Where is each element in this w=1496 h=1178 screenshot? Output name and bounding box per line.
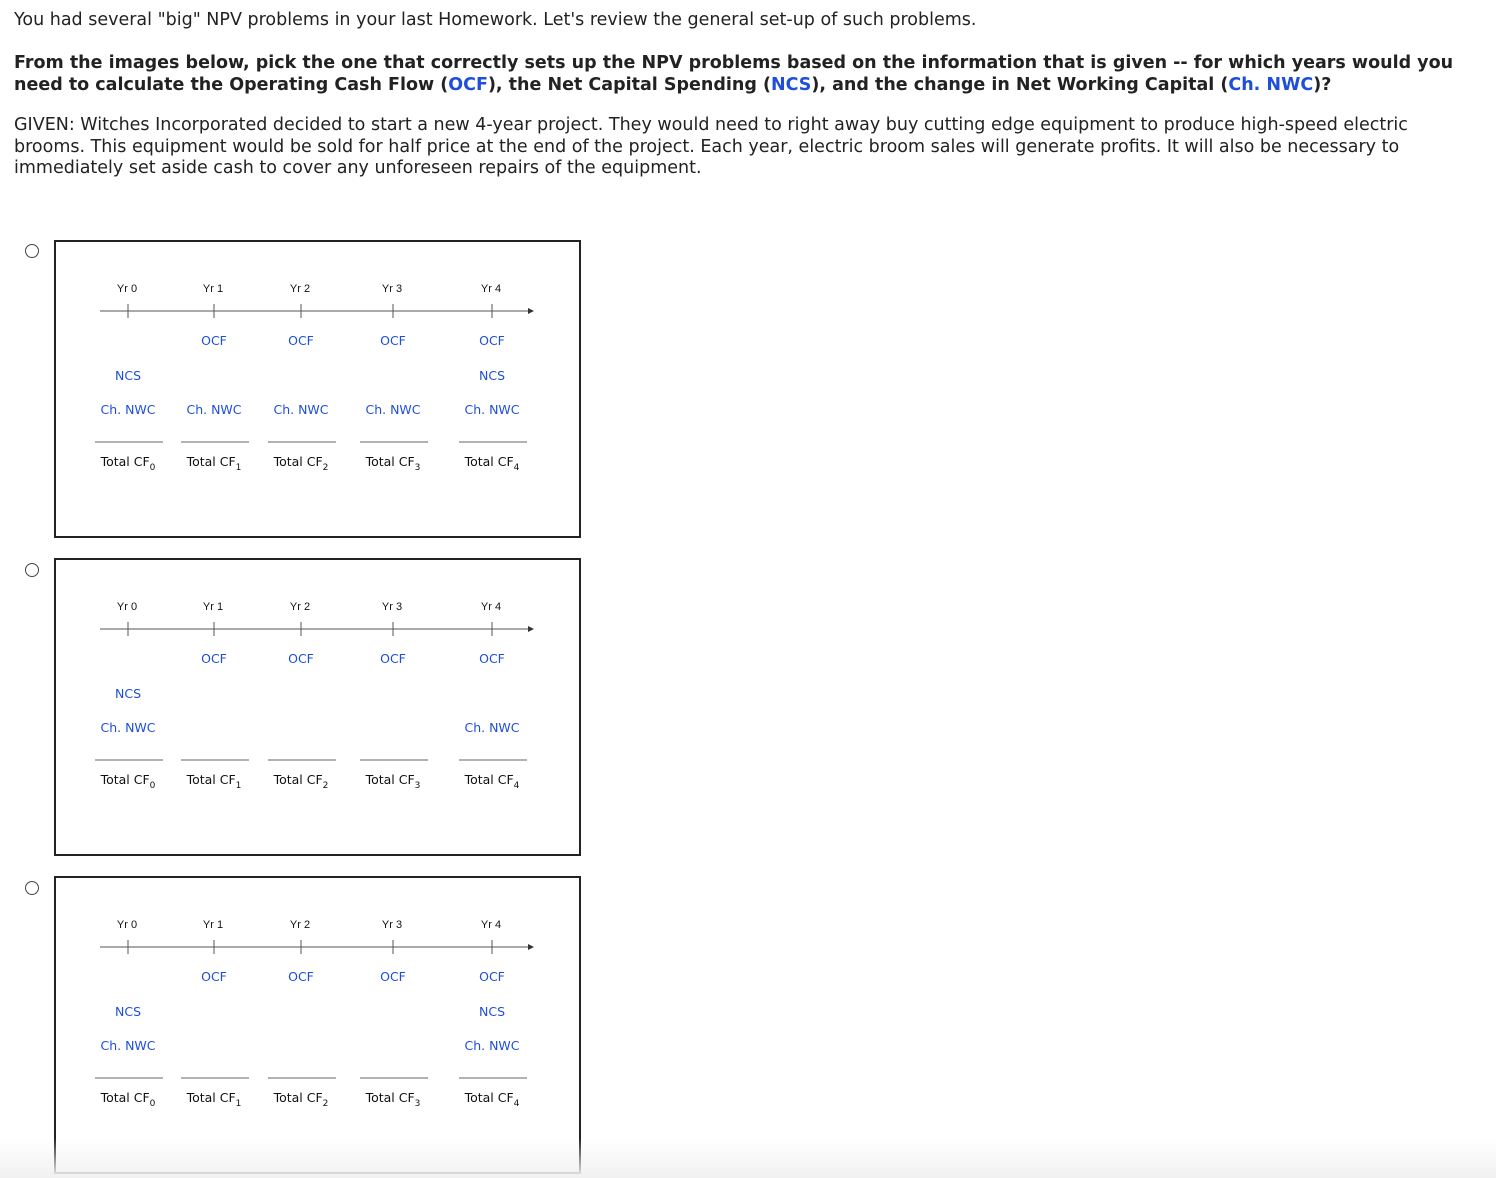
ncs-label: NCS — [114, 686, 142, 701]
total-cf-label: Total $CF_0$ — [100, 1090, 156, 1109]
ncs-label: NCS — [478, 368, 506, 383]
given-text: GIVEN: Witches Incorporated decided to start a new 4-year project. They would need to right away buy cutting edge equipment to produce high-speed electric brooms. This equipment would be sold for half price at the end of the project. Each year, electric broom sales will generate profits. It will also be necessary to immediately set aside cash to cover any unforeseen repairs of the equipment. — [14, 115, 1408, 178]
timeline-diagram — [56, 242, 579, 536]
nwc-label: Ch. NWC — [100, 1038, 156, 1053]
total-cf-label: Total $CF_1$ — [186, 1090, 242, 1109]
year-label: Yr 1 — [202, 601, 224, 613]
ocf-label: OCF — [288, 651, 314, 666]
nwc-label: Ch. NWC — [464, 1038, 520, 1053]
total-cf-label: Total $CF_0$ — [100, 454, 156, 473]
option-b-image[interactable] — [54, 558, 581, 856]
ocf-label: OCF — [479, 651, 505, 666]
ocf-label: OCF — [479, 333, 505, 348]
question-text — [14, 52, 1484, 96]
timeline-diagram — [56, 878, 579, 1172]
question-part: )? — [1313, 75, 1332, 95]
year-label: Yr 2 — [289, 919, 311, 931]
year-label: Yr 2 — [289, 601, 311, 613]
radio-option-b[interactable] — [25, 563, 39, 577]
nwc-term: Ch. NWC — [1228, 75, 1314, 95]
nwc-label: Ch. NWC — [464, 402, 520, 417]
year-label: Yr 2 — [289, 283, 311, 295]
total-cf-label: Total $CF_1$ — [186, 454, 242, 473]
timeline-diagram — [56, 560, 579, 854]
ocf-label: OCF — [201, 969, 227, 984]
option-a-image[interactable] — [54, 240, 581, 538]
question-part: ), the Net Capital Spending ( — [487, 75, 771, 95]
year-label: Yr 3 — [381, 919, 403, 931]
nwc-label: Ch. NWC — [464, 720, 520, 735]
radio-option-a[interactable] — [25, 244, 39, 258]
total-cf-label: Total $CF_2$ — [273, 1090, 329, 1109]
total-cf-label: Total $CF_2$ — [273, 772, 329, 791]
year-label: Yr 4 — [480, 601, 502, 613]
nwc-label: Ch. NWC — [100, 720, 156, 735]
option-c-image[interactable] — [54, 876, 581, 1174]
year-label: Yr 4 — [480, 919, 502, 931]
total-cf-label: Total $CF_4$ — [464, 454, 520, 473]
radio-option-c[interactable] — [25, 881, 39, 895]
total-cf-label: Total $CF_3$ — [365, 1090, 421, 1109]
nwc-label: Ch. NWC — [273, 402, 329, 417]
ocf-label: OCF — [201, 333, 227, 348]
axis-arrow-icon — [528, 626, 534, 632]
ncs-term: NCS — [770, 75, 812, 95]
ncs-label: NCS — [114, 368, 142, 383]
ncs-label: NCS — [478, 1004, 506, 1019]
ocf-label: OCF — [288, 333, 314, 348]
total-cf-label: Total $CF_2$ — [273, 454, 329, 473]
nwc-label: Ch. NWC — [100, 402, 156, 417]
year-label: Yr 0 — [116, 283, 138, 295]
year-label: Yr 3 — [381, 283, 403, 295]
ncs-label: NCS — [114, 1004, 142, 1019]
year-label: Yr 1 — [202, 919, 224, 931]
ocf-label: OCF — [380, 969, 406, 984]
total-cf-label: Total $CF_4$ — [464, 1090, 520, 1109]
ocf-label: OCF — [288, 969, 314, 984]
ocf-term: OCF — [448, 75, 488, 95]
nwc-label: Ch. NWC — [186, 402, 242, 417]
question-part: ), and the change in Net Working Capital ( — [811, 75, 1229, 95]
year-label: Yr 3 — [381, 601, 403, 613]
question-part: From the images below, pick the one that correctly sets up the NPV problems based on the information that is given -- for which years would you need to calculate the Operating Cash Flow ( — [14, 53, 1454, 95]
year-label: Yr 4 — [480, 283, 502, 295]
nwc-label: Ch. NWC — [365, 402, 421, 417]
axis-arrow-icon — [528, 308, 534, 314]
ocf-label: OCF — [201, 651, 227, 666]
ocf-label: OCF — [380, 651, 406, 666]
total-cf-label: Total $CF_4$ — [464, 772, 520, 791]
intro-text: You had several "big" NPV problems in your last Homework. Let's review the general set-up of such problems. — [14, 10, 977, 30]
year-label: Yr 1 — [202, 283, 224, 295]
total-cf-label: Total $CF_3$ — [365, 454, 421, 473]
year-label: Yr 0 — [116, 919, 138, 931]
year-label: Yr 0 — [116, 601, 138, 613]
ocf-label: OCF — [479, 969, 505, 984]
total-cf-label: Total $CF_1$ — [186, 772, 242, 791]
ocf-label: OCF — [380, 333, 406, 348]
axis-arrow-icon — [528, 944, 534, 950]
total-cf-label: Total $CF_3$ — [365, 772, 421, 791]
total-cf-label: Total $CF_0$ — [100, 772, 156, 791]
